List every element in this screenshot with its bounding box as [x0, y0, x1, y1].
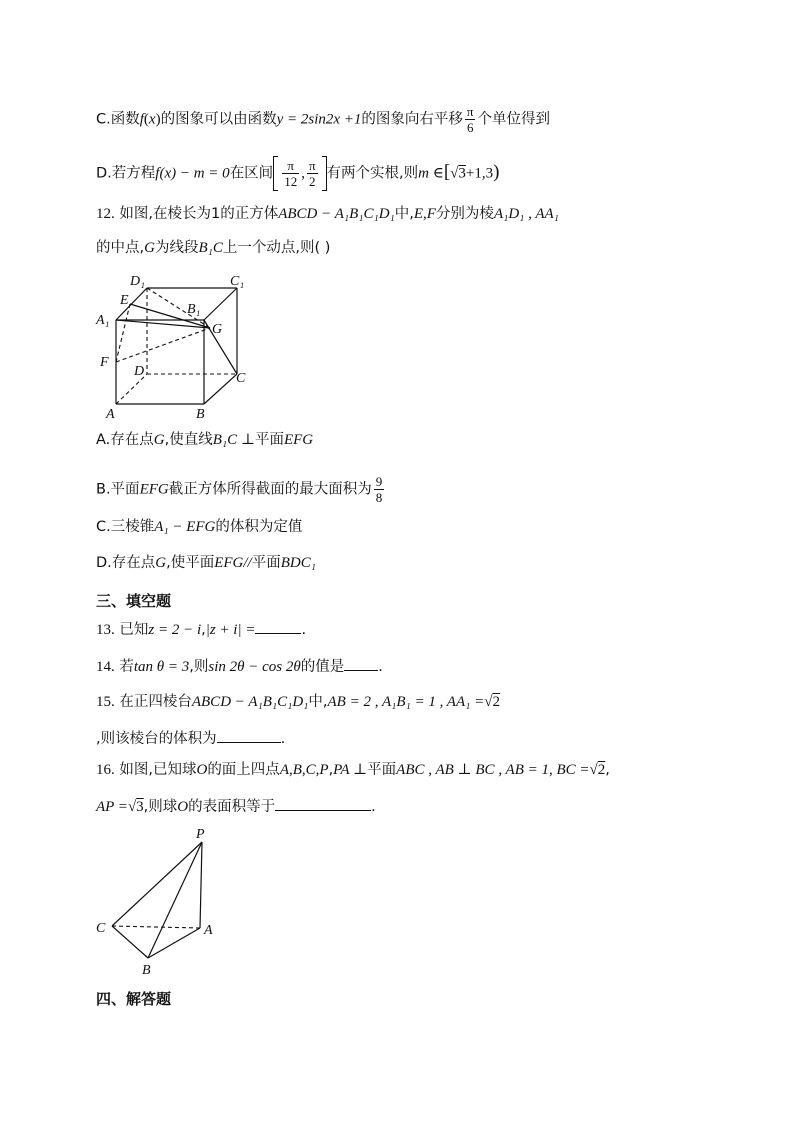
- label-a1: A₁: [96, 313, 110, 328]
- section-4-heading: 四、解答题: [96, 990, 172, 1008]
- q12-option-d: D.存在点G,使平面EFG//平面BDC₁: [96, 555, 316, 571]
- q12-option-b: B.平面EFG截正方体所得截面的最大面积为 $\frac{9}{8}$: [96, 474, 383, 505]
- answer-blank[interactable]: [255, 619, 301, 634]
- q11-option-d: D.若方程f(x) − m = 0在区间 $\frac{\pi}{12}$ , $\frac{\pi}{2}$ 有两个实根,则m ∈[√3+1,3): [96, 158, 500, 189]
- label-d: D: [134, 364, 145, 379]
- label-f: F: [100, 355, 109, 370]
- q11-option-c: C.函数f(x)的图象可以由函数y = 2sin2x +1的图象向右平移 $\frac{\pi}{6}$ 个单位得到: [96, 104, 550, 135]
- label-b: B: [142, 963, 151, 978]
- q12-stem-line1: 12. 如图,在棱长为1的正方体ABCD − A₁B₁C₁D₁中,E,F分别为棱A₁D₁ , AA₁: [96, 206, 559, 222]
- label-c: C: [236, 371, 246, 386]
- cube-figure: [92, 268, 262, 424]
- label-e: E: [120, 293, 129, 308]
- q14: 14. 若tan θ = 3,则sin 2θ − cos 2θ的值是 .: [96, 656, 383, 677]
- q13: 13. 已知z = 2 − i,|z + i| = .: [96, 619, 306, 640]
- q15-line1: 15. 在正四棱台ABCD − A₁B₁C₁D₁中,AB = 2 , A₁B₁ = 1 , AA₁ =√2: [96, 694, 500, 710]
- answer-blank[interactable]: [344, 656, 378, 671]
- q12-stem-line2: 的中点,G为线段B₁C上一个动点,则( ): [96, 240, 331, 256]
- q16-line2: AP =√3,则球O的表面积等于 .: [96, 796, 376, 817]
- label-b1: B₁: [187, 302, 201, 317]
- tetrahedron-figure: [92, 824, 232, 980]
- q12-option-a: A.存在点G,使直线B₁C ⊥平面EFG: [96, 432, 314, 448]
- fraction-pi-6: $\frac{\pi}{6}$: [466, 104, 474, 135]
- q12-option-c: C.三棱锥A₁ − EFG的体积为定值: [96, 519, 303, 535]
- label-c: C: [96, 921, 106, 936]
- q15-line2: ,则该棱台的体积为 .: [96, 728, 285, 749]
- fraction-9-8: $\frac{9}{8}$: [375, 474, 383, 505]
- label-b: B: [196, 407, 205, 422]
- label-d1: D₁: [130, 274, 145, 289]
- answer-blank[interactable]: [217, 728, 281, 743]
- label-g: G: [212, 322, 223, 337]
- q16-line1: 16. 如图,已知球O的面上四点A,B,C,P,PA ⊥平面ABC , AB ⊥ BC , AB = 1, BC =√2,: [96, 762, 610, 778]
- section-3-heading: 三、填空题: [96, 592, 172, 610]
- label-c1: C₁: [230, 274, 245, 289]
- label-a: A: [204, 923, 213, 938]
- label-a: A: [106, 407, 115, 422]
- interval-bracket: $\frac{\pi}{12}$ , $\frac{\pi}{2}$: [273, 158, 326, 189]
- answer-blank[interactable]: [275, 796, 371, 811]
- label-p: P: [196, 827, 205, 842]
